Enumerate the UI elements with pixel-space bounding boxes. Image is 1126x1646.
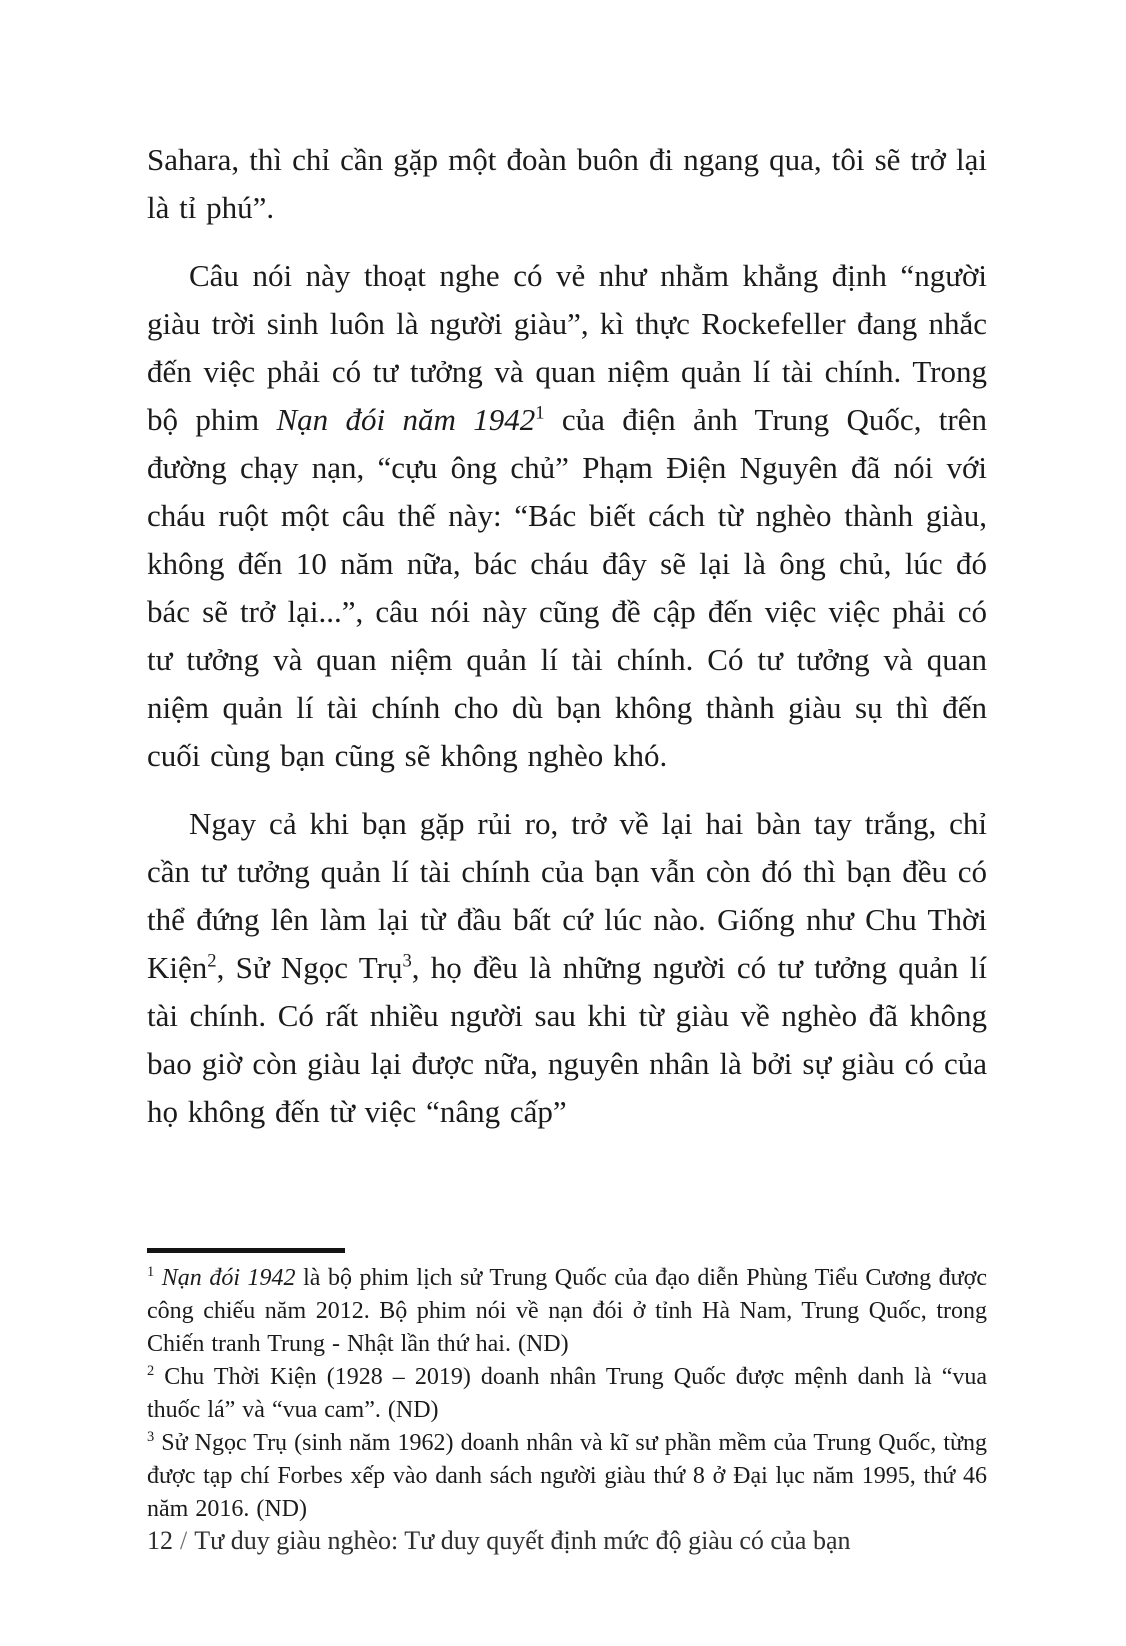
page-footer: [147, 1524, 987, 1558]
italic-title: Nạn đói năm 1942: [276, 402, 536, 437]
footnotes: [147, 1262, 987, 1526]
footnote-1: [147, 1262, 987, 1361]
footnote-ref: 3: [402, 950, 412, 972]
italic-title: Nạn đói 1942: [161, 1265, 296, 1291]
text-run: , Sử Ngọc Trụ: [216, 950, 403, 985]
footnote-3: [147, 1427, 987, 1526]
book-title: Tư duy giàu nghèo: Tư duy quyết định mức độ giàu có của bạn: [194, 1526, 851, 1555]
text-run: Câu nói này thoạt nghe có vẻ như nhằm khẳng định “người giàu trời sinh luôn là người giàu”, kì thực Rockefeller đang nhắc đến việc phải có tư tưởng và quan niệm quản lí tài chính. Trong bộ phim: [147, 258, 987, 437]
footnote-ref: 3: [147, 1429, 155, 1445]
footnote-ref: 1: [535, 402, 545, 424]
footer-slash: /: [180, 1526, 188, 1555]
text-run: Sahara, thì chỉ cần gặp một đoàn buôn đi ngang qua, tôi sẽ trở lại là tỉ phú”.: [147, 142, 987, 225]
page-number: 12: [147, 1526, 173, 1555]
footnote-ref: 1: [147, 1264, 155, 1280]
text-run: Ngay cả khi bạn gặp rủi ro, trở về lại hai bàn tay trắng, chỉ cần tư tưởng quản lí tài chính của bạn vẫn còn đó thì bạn đều có thể đứng lên làm lại từ đầu bất cứ lúc nào. Giống như Chu Thời Kiện: [147, 806, 987, 985]
paragraph-ngay-ca-khi: [147, 800, 987, 1136]
footnote-block: [147, 1248, 987, 1526]
text-run: là bộ phim lịch sử Trung Quốc của đạo diễn Phùng Tiểu Cương được công chiếu năm 2012. Bộ phim nói về nạn đói ở tỉnh Hà Nam, Trung Quốc, trong Chiến tranh Trung - Nhật lần thứ hai. (ND): [147, 1265, 987, 1357]
footnote-ref: 2: [207, 950, 217, 972]
paragraph-rockefeller: [147, 252, 987, 780]
text-run: , họ đều là những người có tư tưởng quản lí tài chính. Có rất nhiều người sau khi từ giàu về nghèo đã không bao giờ còn giàu lại được nữa, nguyên nhân là bởi sự giàu có của họ không đến từ việc “nâng cấp”: [147, 950, 987, 1129]
text-run: Sử Ngọc Trụ (sinh năm 1962) doanh nhân và kĩ sư phần mềm của Trung Quốc, từng được tạp chí Forbes xếp vào danh sách người giàu thứ 8 ở Đại lục năm 1995, thứ 46 năm 2016. (ND): [147, 1430, 987, 1522]
text-run: [154, 1265, 162, 1291]
page-body: [147, 136, 987, 1136]
footnote-ref: 2: [147, 1363, 155, 1379]
paragraph-sahara: [147, 136, 987, 232]
text-run: Chu Thời Kiện (1928 – 2019) doanh nhân Trung Quốc được mệnh danh là “vua thuốc lá” và “vua cam”. (ND): [147, 1364, 987, 1423]
footnote-2: [147, 1361, 987, 1427]
text-run: của điện ảnh Trung Quốc, trên đường chạy nạn, “cựu ông chủ” Phạm Điện Nguyên đã nói với cháu ruột một câu thế này: “Bác biết cách từ nghèo thành giàu, không đến 10 năm nữa, bác cháu đây sẽ lại là ông chủ, lúc đó bác sẽ trở lại...”, câu nói này cũng đề cập đến việc việc phải có tư tưởng và quan niệm quản lí tài chính. Có tư tưởng và quan niệm quản lí tài chính cho dù bạn không thành giàu sụ thì đến cuối cùng bạn cũng sẽ không nghèo khó.: [147, 402, 987, 773]
main-text: [147, 136, 987, 1136]
footnote-separator: [147, 1248, 345, 1253]
